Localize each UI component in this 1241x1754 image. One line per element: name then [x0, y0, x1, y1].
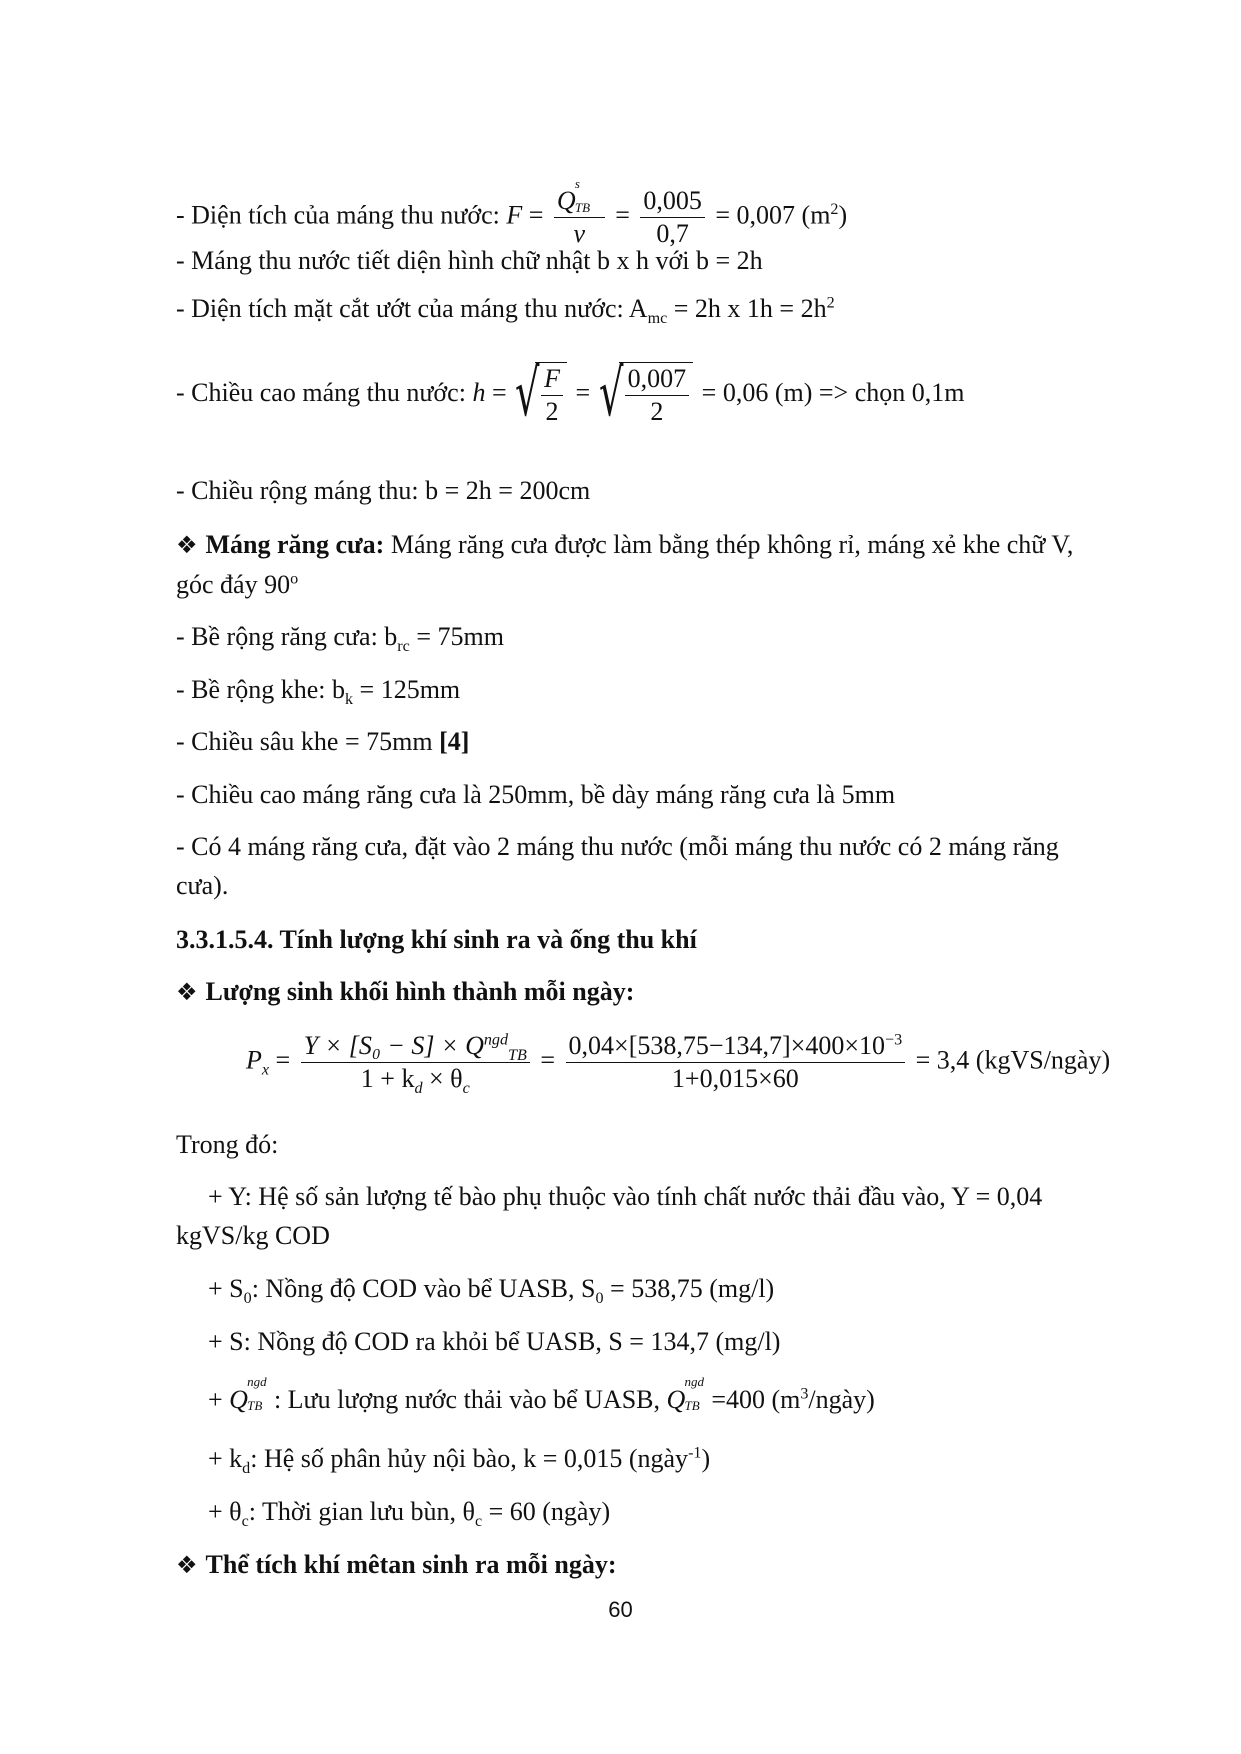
area-formula-line: - Diện tích của máng thu nước: F = Q s TB v = $\frac{0,005}{0,7}$ = 0,007 $(m^2)$ [176, 176, 848, 248]
y-definition: + Y: Hệ số sản lượng tế bào phụ thuộc vào tính chất nước thải đầu vào, Y = 0,04 [208, 1182, 1043, 1211]
trough-height-line: - Chiều cao máng răng cưa là 250mm, bề dày máng răng cưa là 5mm [176, 780, 896, 809]
bottom-angle-line: góc đáy 90$^o$ [176, 570, 299, 599]
trough-count-line-cont: cưa). [176, 871, 229, 900]
where-label: Trong đó: [176, 1130, 279, 1159]
s-definition: + S: Nồng độ COD ra khỏi bể UASB, S = 134,7 (mg/l) [208, 1327, 781, 1356]
page-number: 60 [608, 1597, 633, 1622]
height-formula-line: - Chiều cao máng thu nước: h = √ $\frac{F}{2}$ = √ $\frac{0,007}{2}$ = 0,06 (m) => chọn 0,1m [176, 357, 965, 431]
slot-depth-line: - Chiều sâu khe = 75mm [4] [176, 727, 470, 756]
trough-count-line: - Có 4 máng răng cưa, đặt vào 2 máng thu nước (mỗi máng thu nước có 2 máng răng [176, 832, 1059, 861]
numeric-fraction: $\frac{0,005}{0,7}$ [640, 185, 705, 250]
trough-shape-line: - Máng thu nước tiết diện hình chữ nhật b x h với b = 2h [176, 246, 763, 275]
sqrt-numeric: √ $\frac{0,007}{2}$ [599, 362, 694, 428]
q-over-v-fraction: Q s TB v [554, 185, 605, 250]
sawtooth-trough-line: ❖ Máng răng cưa: Máng răng cưa được làm bằng thép không rỉ, máng xẻ khe chữ V, [176, 530, 1074, 559]
wet-section-line: - Diện tích mặt cắt ướt của máng thu nước: $A_{mc} = 2h$ x $1h = 2h^2$ [176, 294, 835, 328]
tooth-width-line: - Bề rộng răng cưa: $b_{rc} = 75mm$ [176, 622, 504, 656]
biomass-numeric-fraction: $\frac{0,04\times[538,75-134,7]\times 400\times 10^{-3}}{1+0,015\times 60}$ [566, 1030, 906, 1095]
diamond-bullet-icon: ❖ [176, 1551, 198, 1579]
reference-4: [4] [439, 727, 470, 756]
s0-definition: + $S_0$: Nồng độ COD vào bể UASB, $S_0 = 538,75$ (mg/l) [208, 1274, 775, 1308]
diamond-bullet-icon: ❖ [176, 978, 198, 1006]
trough-width-line: - Chiều rộng máng thu: b = 2h = 200cm [176, 476, 591, 505]
q-definition: + Q ngd TB : Lưu lượng nước thải vào bể UASB, Q ngd TB =400 $(m^3/ngày)$ [208, 1374, 875, 1414]
sqrt-f-over-2: √ $\frac{F}{2}$ [515, 362, 567, 428]
section-heading: 3.3.1.5.4. Tính lượng khí sinh ra và ống thu khí [176, 925, 697, 954]
biomass-equation: $P_x$ = $\frac{Y \times [S_0 - S] \times Q^{ngd}_{TB}}{1 + k_d \times \theta_c}$ = $\frac{0,04\times[538,75-134,7]\times 400\times 10^{-3}}{1+0,015\times 60}$ = 3,4 (kgVS/ngày) [246, 1031, 1111, 1098]
biomass-heading: ❖ Lượng sinh khối hình thành mỗi ngày: [176, 977, 635, 1006]
methane-heading: ❖ Thể tích khí mêtan sinh ra mỗi ngày: [176, 1550, 617, 1579]
theta-definition: + $\theta_c$: Thời gian lưu bùn, $\theta_c = 60$ (ngày) [208, 1497, 611, 1531]
kd-definition: + $k_d$: Hệ số phân hủy nội bào, k = 0,015 (ngày$^{-1}$) [208, 1444, 711, 1478]
area-label: - Diện tích của máng thu nước: [176, 200, 507, 230]
area-symbol: F [506, 200, 523, 230]
biomass-symbolic-fraction: $\frac{Y \times [S_0 - S] \times Q^{ngd}_{TB}}{1 + k_d \times \theta_c}$ [301, 1030, 530, 1095]
diamond-bullet-icon: ❖ [176, 531, 198, 559]
y-unit: kgVS/kg COD [176, 1221, 330, 1250]
slot-width-line: - Bề rộng khe: $b_k = 125mm$ [176, 675, 461, 709]
